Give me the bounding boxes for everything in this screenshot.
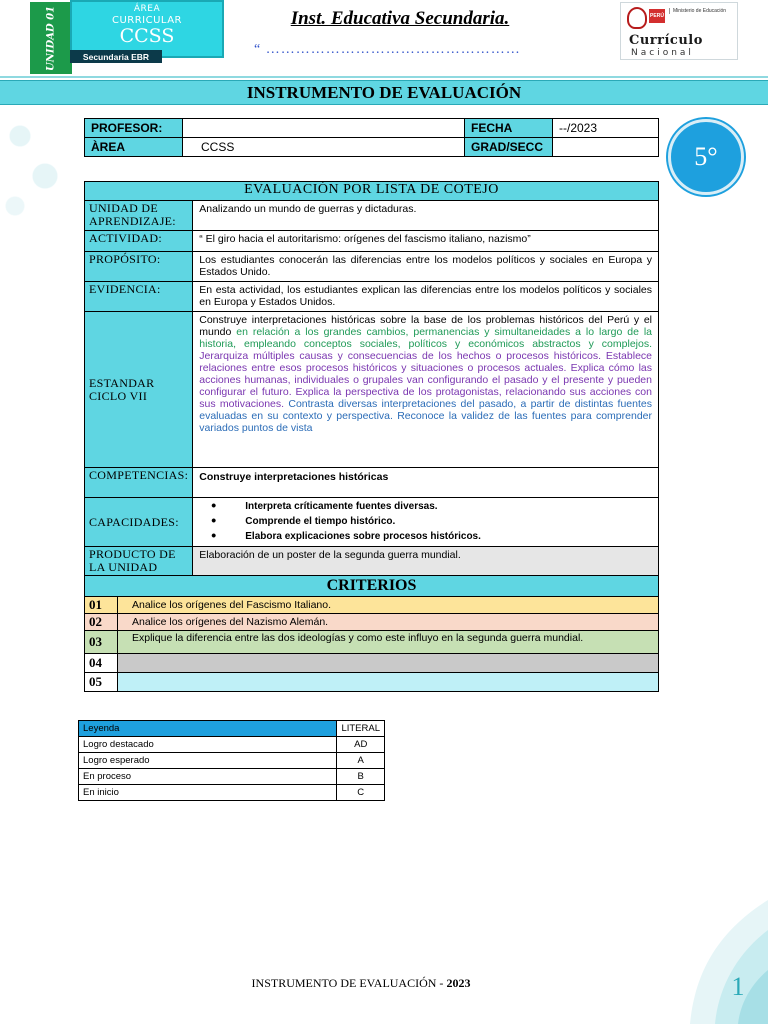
logo-subtitle: Nacional [631,48,694,58]
criterios-table [84,575,659,692]
fecha-label: FECHA [465,119,553,138]
leyenda-label: En proceso [79,769,337,785]
proposito-value: Los estudiantes conocerán las diferencias entre los modelos políticos y sociales en Europa y Estados Unido. [193,252,659,282]
footer-wave-decoration [600,900,768,1024]
logo-country: PERÚ [649,9,665,23]
profesor-field[interactable] [183,119,465,138]
estandar-part-2: en relación a los grandes cambios, permanencias y simultaneidades a lo largo de la historia, empleando conceptos sociales, políticos y económicos abstractos y complejos. [199,326,652,350]
fecha-field[interactable]: --/2023 [553,119,659,138]
leyenda-table [78,720,385,801]
estandar-value [193,312,659,468]
table-row [79,753,385,769]
criterio-text: Analice los orígenes del Fascismo Italiano. [118,597,659,614]
list-item: • Comprende el tiempo histórico. [211,514,652,529]
competencia-value: Construye interpretaciones históricas [193,468,659,498]
table-row [79,721,385,737]
grado-field[interactable] [553,138,659,157]
info-row [85,119,659,138]
curriculo-logo [620,2,738,60]
list-item: • Elabora explicaciones sobre procesos históricos. [211,529,652,544]
area-label: ÀREA [85,138,183,157]
list-item: • Interpreta críticamente fuentes diversas. [211,499,652,514]
criterio-number: 05 [85,673,118,692]
grado-label: GRAD/SECC [465,138,553,157]
literal-header: LITERAL [337,721,385,737]
criterio-text[interactable] [118,654,659,673]
motto-line: “ …………………………………………… [254,42,521,57]
header-divider [0,76,768,78]
footer-label: INSTRUMENTO DE EVALUACIÓN - [251,976,447,990]
leyenda-literal: AD [337,737,385,753]
capacidades-list [199,499,652,544]
criterio-number: 01 [85,597,118,614]
leyenda-literal: A [337,753,385,769]
logo-ministry: Ministerio de Educación [669,8,729,14]
table-row [85,597,659,614]
criterio-text: Explique la diferencia entre las dos ideologías y como este influyo en la segunda guerra mundial. [118,631,659,654]
producto-label: PRODUCTO DE LA UNIDAD [85,547,193,577]
footer-text [0,976,722,991]
estandar-part-1: Construye interpretaciones históricas sobre la base de los problemas históricos del Perú y el mundo [199,314,652,338]
estandar-part-3: Jerarquiza múltiples causas y consecuencias de los hechos o procesos históricos. Establece relaciones entre esos procesos históricos y situaciones o procesos actuales. Explica cómo las acciones humanas, individuales o grupales van configurando el pasado y el presente y pueden configurar el futuro. Explica la perspectiva de los protagonistas, relacionando sus acciones con sus motivaciones. [199,350,652,410]
level-label: Secundaria EBR [70,50,162,63]
producto-value: Elaboración de un poster de la segunda guerra mundial. [193,547,659,577]
table-row [85,673,659,692]
leyenda-literal: B [337,769,385,785]
estandar-part-4: Contrasta diversas interpretaciones del pasado, a partir de distintas fuentes evaluadas en su contexto y perspectiva. Reconoce la validez de las fuentes para comprender variados puntos de vista [199,398,652,434]
leyenda-label: Logro esperado [79,753,337,769]
actividad-label: ACTIVIDAD: [85,231,193,252]
competencia-label: COMPETENCIAS: [85,468,193,498]
peru-seal-icon [627,7,647,29]
evidencia-value: En esta actividad, los estudiantes explican las diferencias entre los modelos políticos y sociales en Europa y Estados Unidos. [193,282,659,312]
area-label: ÁREA [133,4,161,14]
criterio-number: 03 [85,631,118,654]
actividad-value: “ El giro hacia el autoritarismo: orígenes del fascismo italiano, nazismo” [193,231,659,252]
unidad-tab: UNIDAD 01 [30,2,72,74]
table-row [85,654,659,673]
area-name: CCSS [119,25,175,47]
table-row [79,769,385,785]
proposito-label: PROPÓSITO: [85,252,193,282]
criterios-heading: CRITERIOS [85,576,659,597]
evaluation-heading: EVALUACIÓN POR LISTA DE COTEJO [85,182,659,201]
institution-title: Inst. Educativa Secundaria. [290,8,510,29]
page-title: INSTRUMENTO DE EVALUACIÓN [0,80,768,105]
table-row [85,631,659,654]
page-number: 1 [731,972,745,1001]
table-row [79,737,385,753]
leyenda-label: Logro destacado [79,737,337,753]
profesor-label: PROFESOR: [85,119,183,138]
table-row [79,785,385,801]
unidad-value: Analizando un mundo de guerras y dictaduras. [193,201,659,231]
leyenda-literal: C [337,785,385,801]
logo-title: Currículo [629,33,703,48]
unidad-label: UNIDAD DE APRENDIZAJE: [85,201,193,231]
evaluation-table [84,181,659,577]
criterio-number: 04 [85,654,118,673]
criterio-number: 02 [85,614,118,631]
info-table [84,118,659,157]
leyenda-header: Leyenda [79,721,337,737]
area-field[interactable]: CCSS [183,138,465,157]
capacidades-label: CAPACIDADES: [85,498,193,547]
capacidades-value [193,498,659,547]
decorative-background [0,106,70,226]
leyenda-label: En inicio [79,785,337,801]
estandar-label: ESTANDAR CICLO VII [85,312,193,468]
area-curricular: CURRICULAR [111,15,183,26]
info-row [85,138,659,157]
evidencia-label: EVIDENCIA: [85,282,193,312]
grade-badge: 5° [668,119,744,195]
footer-year: 2023 [446,976,471,990]
table-row [85,614,659,631]
criterio-text: Analice los orígenes del Nazismo Alemán. [118,614,659,631]
criterio-text[interactable] [118,673,659,692]
